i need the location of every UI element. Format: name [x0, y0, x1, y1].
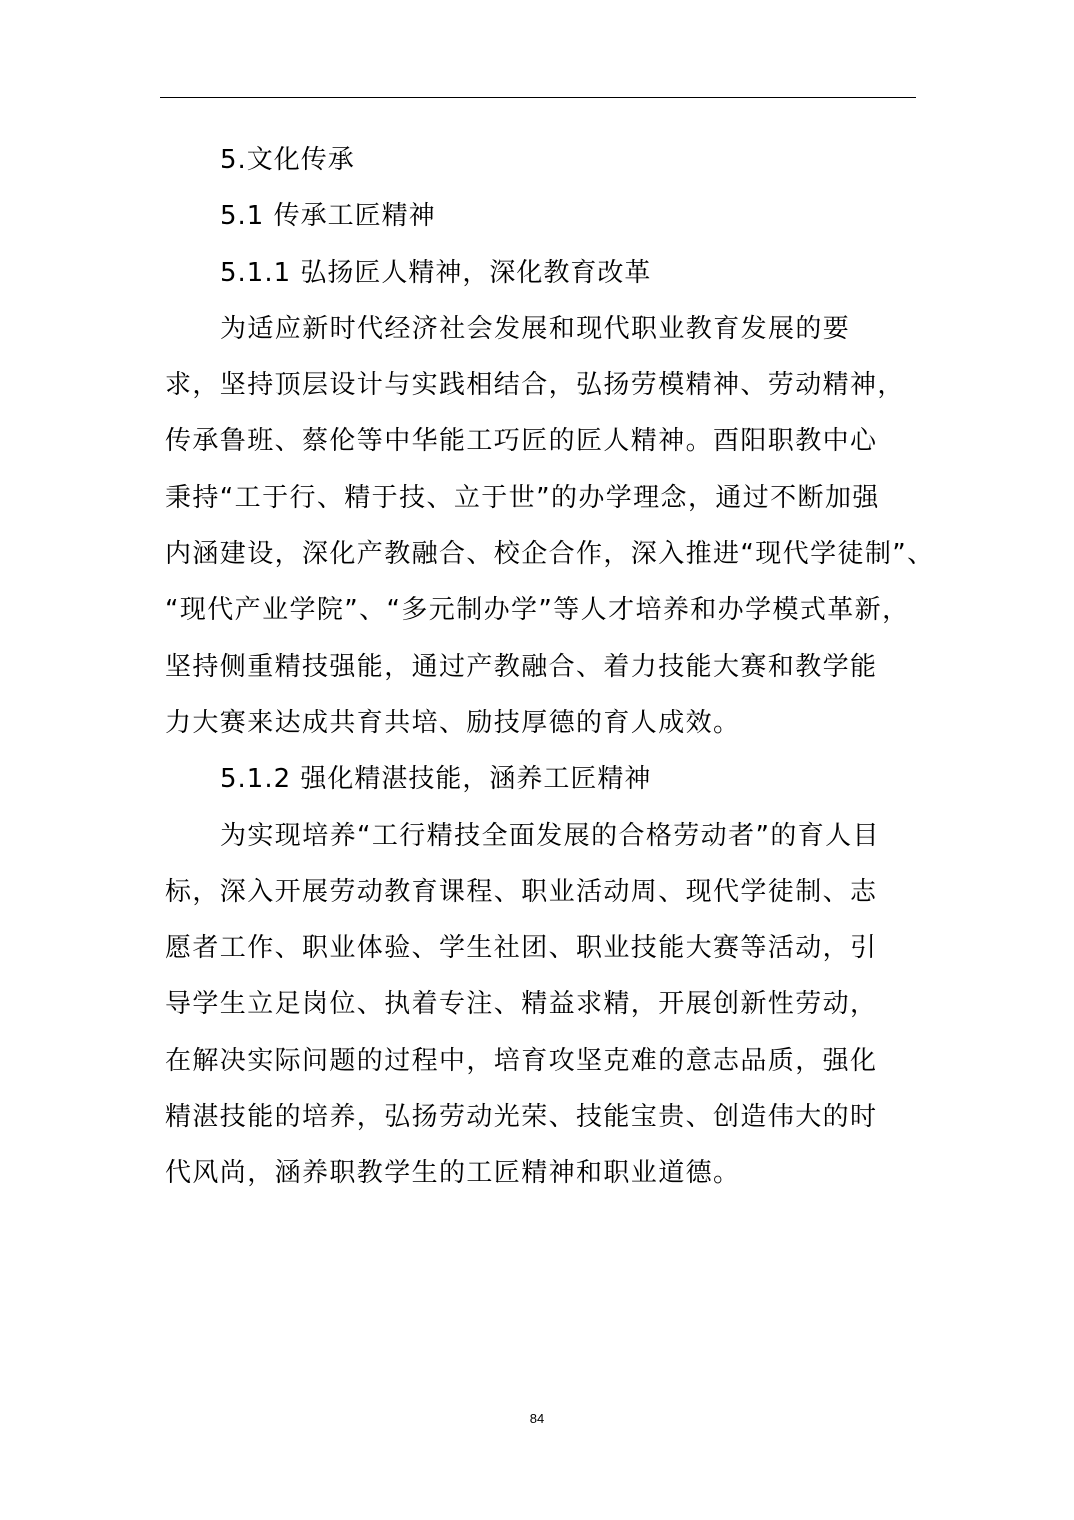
paragraph-line: 传承鲁班、蔡伦等中华能工巧匠的匠人精神。酉阳职教中心 — [165, 426, 878, 457]
paragraph-line: 代风尚，涵养职教学生的工匠精神和职业道德。 — [165, 1158, 741, 1189]
page-number: 84 — [529, 1411, 545, 1426]
section-heading: 5.文化传承 — [220, 145, 355, 175]
paragraph — [165, 808, 915, 1202]
subsection-heading: 5.1 传承工匠精神 — [220, 201, 436, 232]
subsubsection-heading: 5.1.2 强化精湛技能，涵养工匠精神 — [220, 764, 652, 795]
header-rule — [160, 97, 916, 98]
paragraph-line: “现代产业学院”、“多元制办学”等人才培养和办学模式革新， — [165, 595, 910, 626]
paragraph-line: 精湛技能的培养，弘扬劳动光荣、技能宝贵、创造伟大的时 — [165, 1102, 878, 1133]
paragraph-line: 求，坚持顶层设计与实践相结合，弘扬劳模精神、劳动精神， — [165, 370, 905, 401]
paragraph-line: 为实现培养“工行精技全面发展的合格劳动者”的育人目 — [220, 820, 880, 851]
paragraph — [165, 301, 935, 751]
document-body — [165, 132, 935, 1202]
paragraph-line: 秉持“工于行、精于技、立于世”的办学理念，通过不断加强 — [165, 482, 880, 513]
paragraph-line: 力大赛来达成共育共培、励技厚德的育人成效。 — [165, 707, 741, 738]
paragraph-line: 愿者工作、职业体验、学生社团、职业技能大赛等活动，引 — [165, 933, 878, 964]
paragraph-line: 标，深入开展劳动教育课程、职业活动周、现代学徒制、志 — [165, 876, 878, 907]
paragraph-line: 在解决实际问题的过程中，培育攻坚克难的意志品质，强化 — [165, 1045, 878, 1076]
paragraph-line: 导学生立足岗位、执着专注、精益求精，开展创新性劳动， — [165, 989, 878, 1020]
subsubsection-heading: 5.1.1 弘扬匠人精神，深化教育改革 — [220, 257, 652, 288]
paragraph-line: 坚持侧重精技强能，通过产教融合、着力技能大赛和教学能 — [165, 651, 878, 682]
paragraph-line: 为适应新时代经济社会发展和现代职业教育发展的要 — [220, 313, 851, 344]
paragraph-line: 内涵建设，深化产教融合、校企合作，深入推进“现代学徒制”、 — [165, 539, 935, 570]
